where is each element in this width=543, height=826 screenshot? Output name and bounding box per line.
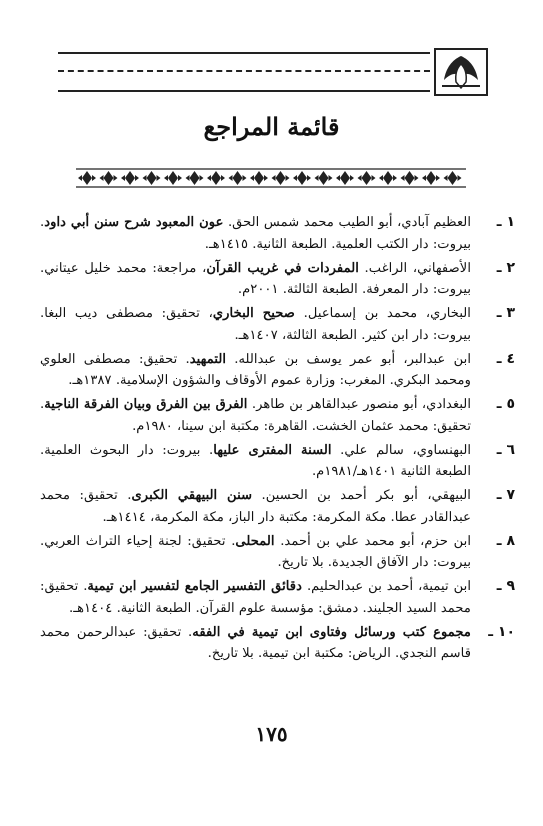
reference-number: ٣ ـ [496, 305, 515, 321]
reference-text-part: العظيم آبادي، أبو الطيب محمد شمس الحق. [223, 215, 471, 230]
decorative-border-icon [76, 167, 466, 189]
reference-text [40, 440, 471, 483]
header-rule-dashed [58, 70, 430, 72]
reference-number: ٧ ـ [496, 487, 515, 503]
reference-book-title: المحلى [235, 533, 275, 549]
reference-number: ١ ـ [496, 214, 515, 230]
reference-book-title: صحيح البخاري [212, 306, 295, 321]
reference-number: ٨ ـ [496, 532, 515, 549]
reference-text [40, 485, 471, 528]
reference-text-part: . تحقيق: عبدالرحمن محمد قاسم النجدي. الرياض: مكتبة ابن تيمية. بلا تاريخ. [40, 624, 471, 661]
reference-book-title: سنن البيهقي الكبرى [131, 488, 253, 503]
reference-text-part: ابن عبدالبر، أبو عمر يوسف بن عبدالله. [226, 351, 471, 367]
reference-text-part: . تحقيق: محمد عبدالقادر عطا. مكة المكرمة: مكتبة دار الباز، مكة المكرمة، ١٤١٤هـ. [40, 488, 471, 525]
reference-number: ١٠ ـ [488, 623, 515, 640]
reference-item [40, 531, 515, 574]
reference-text-part: . بيروت: دار الكتب العلمية. الطبعة الثانية. ١٤١٥هـ. [40, 215, 471, 252]
reference-text [40, 622, 471, 665]
reference-text-part: . تحقيق: محمد السيد الجليند. دمشق: مؤسسة علوم القرآن. الطبعة الثانية. ١٤٠٤هـ. [40, 579, 471, 616]
reference-text-part: . تحقيق: لجنة إحياء التراث العربي. بيروت: دار الآفاق الجديدة. بلا تاريخ. [40, 533, 471, 570]
reference-item [40, 394, 515, 437]
page-number: ١٧٥ [255, 722, 288, 746]
reference-text-part: ابن حزم، أبو محمد علي بن أحمد. [274, 533, 471, 549]
reference-item [40, 349, 515, 392]
reference-number: ٢ ـ [496, 259, 515, 276]
reference-text [40, 303, 471, 346]
reference-text-part: البغدادي، أبو منصور عبدالقاهر بن طاهر. [247, 397, 471, 412]
reference-number: ٩ ـ [496, 578, 515, 594]
reference-text-part: . بيروت: دار البحوث العلمية. الطبعة الثانية ١٤٠١هـ/١٩٨١م. [40, 442, 471, 479]
reference-text-part: ، مراجعة: محمد خليل عيتاني. بيروت: دار المعرفة. الطبعة الثالثة. ٢٠٠١م. [40, 260, 471, 297]
reference-text-part: . تحقيق: مصطفى العلوي ومحمد البكري. المغرب: وزارة عموم الأوقاف والشؤون الإسلامية. ١٣٨٧هـ. [40, 351, 471, 388]
reference-text [40, 531, 471, 574]
page-title: قائمة المراجع [203, 112, 340, 141]
reference-text-part: ابن تيمية، أحمد بن عبدالحليم. [302, 579, 471, 594]
reference-text-part: ، تحقيق: مصطفى ديب البغا. بيروت: دار ابن كثير. الطبعة الثالثة، ١٤٠٧هـ. [40, 306, 471, 343]
reference-item [40, 212, 515, 255]
page-header-ornament [58, 48, 488, 98]
reference-text [40, 258, 471, 301]
reference-text-part: الأصفهاني، الراغب. [358, 260, 471, 276]
reference-item [40, 303, 515, 346]
reference-list [40, 212, 515, 667]
reference-text [40, 349, 471, 392]
reference-number: ٦ ـ [496, 441, 515, 458]
reference-text-part: البيهقي، أبو بكر أحمد بن الحسين. [252, 488, 471, 503]
reference-number: ٤ ـ [496, 350, 515, 367]
reference-text-part: البهنساوي، سالم علي. [331, 442, 471, 458]
reference-book-title: عون المعبود شرح سنن أبي داود [44, 215, 224, 230]
reference-item [40, 258, 515, 301]
reference-book-title: الفرق بين الفرق وبيان الفرقة الناجية [44, 397, 248, 412]
header-rule-top [58, 52, 430, 54]
reference-text-part: . تحقيق: محمد عثمان الخشت. القاهرة: مكتبة ابن سينا، ١٩٨٠م. [40, 397, 471, 434]
reference-book-title: السنة المفترى عليها [213, 442, 332, 458]
reference-book-title: مجموع كتب ورسائل وفتاوى ابن تيمية في الفقه [192, 624, 471, 640]
reference-text-part: البخاري، محمد بن إسماعيل. [295, 306, 471, 321]
reference-book-title: دقائق التفسير الجامع لتفسير ابن تيمية [87, 579, 302, 594]
header-rule-bottom [58, 90, 430, 92]
reference-item [40, 576, 515, 619]
reference-text [40, 212, 471, 255]
reference-number: ٥ ـ [496, 396, 515, 412]
reference-text [40, 394, 471, 437]
reference-book-title: التمهيد [189, 351, 227, 367]
reference-item [40, 622, 515, 665]
reference-item [40, 440, 515, 483]
reference-text [40, 576, 471, 619]
reference-book-title: المفردات في غريب القرآن [206, 260, 359, 276]
reference-item [40, 485, 515, 528]
emblem-icon [434, 48, 488, 96]
